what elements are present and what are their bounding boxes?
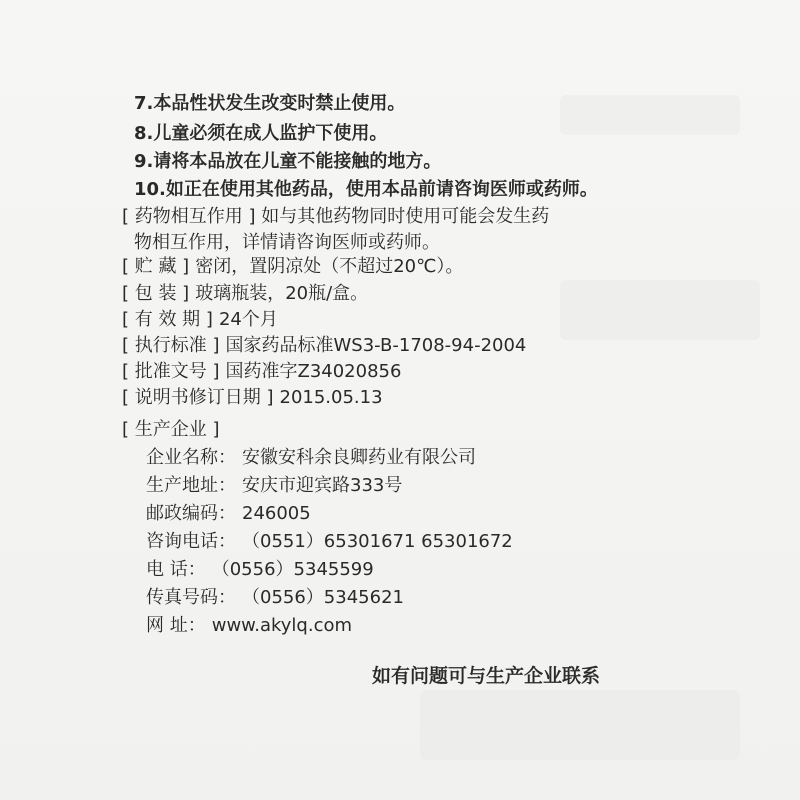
bleed-through-mark [420, 690, 740, 760]
spec-package [122, 282, 368, 306]
spec-value: 国家药品标准WS3-B-1708-94-2004 [225, 335, 527, 356]
company-label: 企业名称： [146, 447, 236, 468]
company-label: 传真号码： [146, 587, 236, 608]
spec-value: 2015.05.13 [279, 387, 383, 408]
company-label: 电 话： [146, 559, 206, 580]
company-phone-row [146, 558, 374, 582]
spec-value: 密闭，置阴凉处（不超过20℃）。 [195, 256, 464, 277]
note-10: 10.如正在使用其他药品，使用本品前请咨询医师或药师。 [134, 179, 598, 200]
spec-validity [122, 308, 278, 332]
company-postcode-row [146, 502, 311, 526]
spec-approval [122, 360, 401, 384]
spec-storage [122, 255, 463, 279]
bleed-through-mark [560, 95, 740, 135]
company-value: 246005 [242, 503, 311, 524]
company-heading: [ 生产企业 ] [122, 419, 220, 440]
company-value: （0556）5345621 [242, 587, 404, 608]
company-fax-row [146, 586, 404, 610]
company-label: 网 址： [146, 615, 206, 636]
note-9: 9.请将本品放在儿童不能接触的地方。 [134, 151, 442, 172]
company-address-row [146, 474, 402, 498]
company-label: 生产地址： [146, 475, 236, 496]
contact-footer: 如有问题可与生产企业联系 [372, 665, 601, 687]
spec-label: [ 贮 藏 ] [122, 256, 190, 277]
company-label: 邮政编码： [146, 503, 236, 524]
company-value: （0551）65301671 65301672 [242, 531, 513, 552]
company-name-row [146, 446, 476, 470]
spec-label: [ 批准文号 ] [122, 361, 220, 382]
company-value: 安徽安科余良卿药业有限公司 [242, 447, 476, 468]
interaction-line-2: 物相互作用，详情请咨询医师或药师。 [134, 232, 440, 253]
spec-label: [ 执行标准 ] [122, 335, 220, 356]
interaction-line-1: [ 药物相互作用 ] 如与其他药物同时使用可能会发生药 [122, 206, 550, 227]
spec-label: [ 有 效 期 ] [122, 309, 213, 330]
spec-value: 24个月 [218, 309, 278, 330]
company-value: www.akylq.com [211, 615, 353, 636]
spec-value: 国药准字Z34020856 [225, 361, 402, 382]
company-hotline-row [146, 530, 513, 554]
spec-standard [122, 334, 526, 358]
note-8: 8.儿童必须在成人监护下使用。 [134, 123, 388, 144]
company-website-row [146, 614, 352, 638]
company-label: 咨询电话： [146, 531, 236, 552]
company-value: （0556）5345599 [211, 559, 374, 580]
company-value: 安庆市迎宾路333号 [242, 475, 403, 496]
spec-label: [ 包 装 ] [122, 283, 190, 304]
bleed-through-mark [560, 280, 760, 340]
spec-value: 玻璃瓶装，20瓶/盒。 [195, 283, 369, 304]
spec-revision-date [122, 386, 383, 410]
note-7: 7.本品性状发生改变时禁止使用。 [134, 93, 406, 114]
spec-label: [ 说明书修订日期 ] [122, 387, 274, 408]
